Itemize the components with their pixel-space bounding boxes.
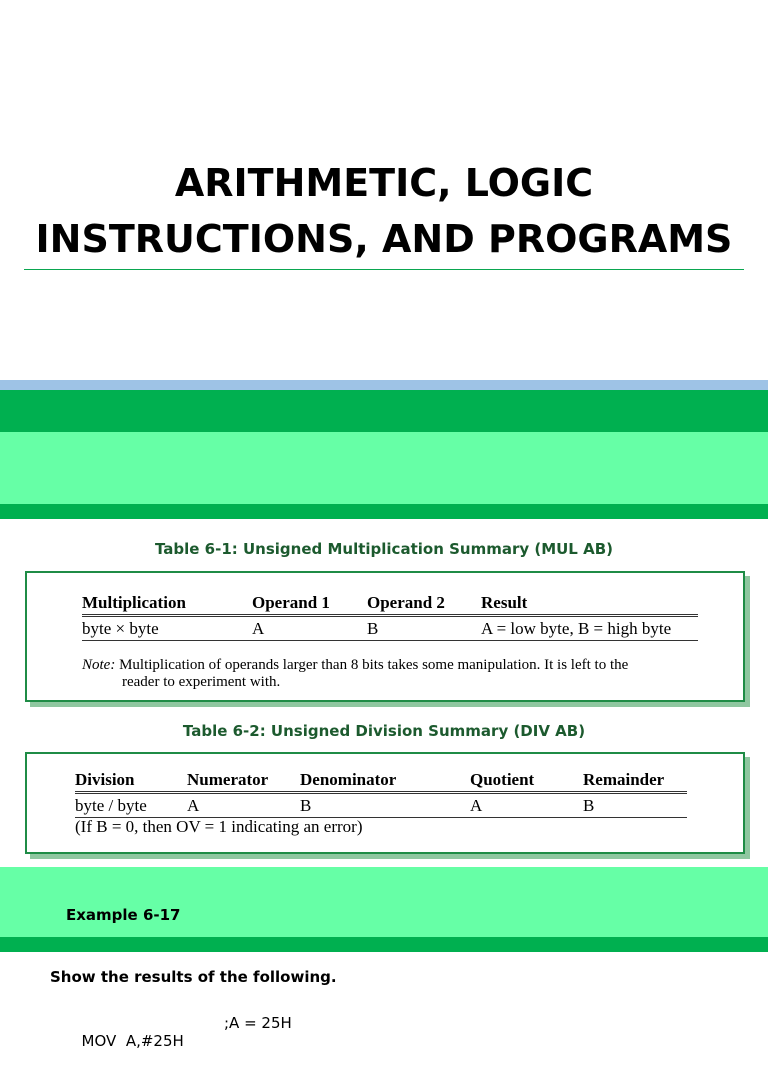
column-header: Numerator bbox=[187, 770, 300, 793]
table-header-row bbox=[82, 593, 698, 616]
division-table bbox=[75, 770, 687, 818]
table-header-row bbox=[75, 770, 687, 793]
table-cell: B bbox=[583, 793, 687, 818]
example-banner-stripe bbox=[0, 937, 768, 952]
column-header: Quotient bbox=[470, 770, 583, 793]
table-cell: B bbox=[300, 793, 470, 818]
table-cell: byte × byte bbox=[82, 616, 252, 641]
multiplication-table bbox=[82, 593, 698, 641]
example-label: Example 6-17 bbox=[66, 906, 181, 924]
column-header: Denominator bbox=[300, 770, 470, 793]
example-banner bbox=[0, 867, 768, 937]
code-line bbox=[72, 1014, 292, 1068]
column-header: Operand 1 bbox=[252, 593, 367, 616]
table-cell: byte / byte bbox=[75, 793, 187, 818]
table-cell: A bbox=[252, 616, 367, 641]
banner-stripe-light bbox=[0, 432, 768, 504]
code-comment: ;A = 25H bbox=[224, 1014, 292, 1032]
title-divider bbox=[24, 269, 744, 270]
title-line-2: INSTRUCTIONS, AND PROGRAMS bbox=[35, 217, 733, 261]
multiplication-table-box bbox=[25, 571, 745, 702]
column-header: Remainder bbox=[583, 770, 687, 793]
table-cell: A bbox=[187, 793, 300, 818]
banner-stripe-dark bbox=[0, 390, 768, 432]
example-prompt: Show the results of the following. bbox=[50, 968, 337, 986]
note-text-continued: reader to experiment with. bbox=[122, 674, 281, 690]
column-header: Multiplication bbox=[82, 593, 252, 616]
table-cell: A = low byte, B = high byte bbox=[481, 616, 698, 641]
slide-title bbox=[0, 155, 768, 267]
table-row bbox=[82, 616, 698, 641]
division-note: (If B = 0, then OV = 1 indicating an error) bbox=[75, 817, 363, 836]
column-header: Result bbox=[481, 593, 698, 616]
table2-caption: Table 6-2: Unsigned Division Summary (DIV AB) bbox=[182, 722, 586, 740]
table1-caption: Table 6-1: Unsigned Multiplication Summary (MUL AB) bbox=[154, 540, 613, 558]
table-row bbox=[75, 793, 687, 818]
banner-stripe-blue bbox=[0, 380, 768, 390]
banner-stripe-dark-bottom bbox=[0, 504, 768, 519]
note-label: Note: bbox=[82, 657, 116, 673]
table-cell: A bbox=[470, 793, 583, 818]
multiplication-note bbox=[82, 657, 692, 691]
code-instruction: MOV A,#25H bbox=[81, 1032, 184, 1050]
title-line-1: ARITHMETIC, LOGIC bbox=[174, 161, 594, 205]
column-header: Operand 2 bbox=[367, 593, 481, 616]
table-cell: B bbox=[367, 616, 481, 641]
division-table-box bbox=[25, 752, 745, 854]
column-header: Division bbox=[75, 770, 187, 793]
note-text: Multiplication of operands larger than 8 bits takes some manipulation. It is left to the bbox=[119, 657, 629, 673]
